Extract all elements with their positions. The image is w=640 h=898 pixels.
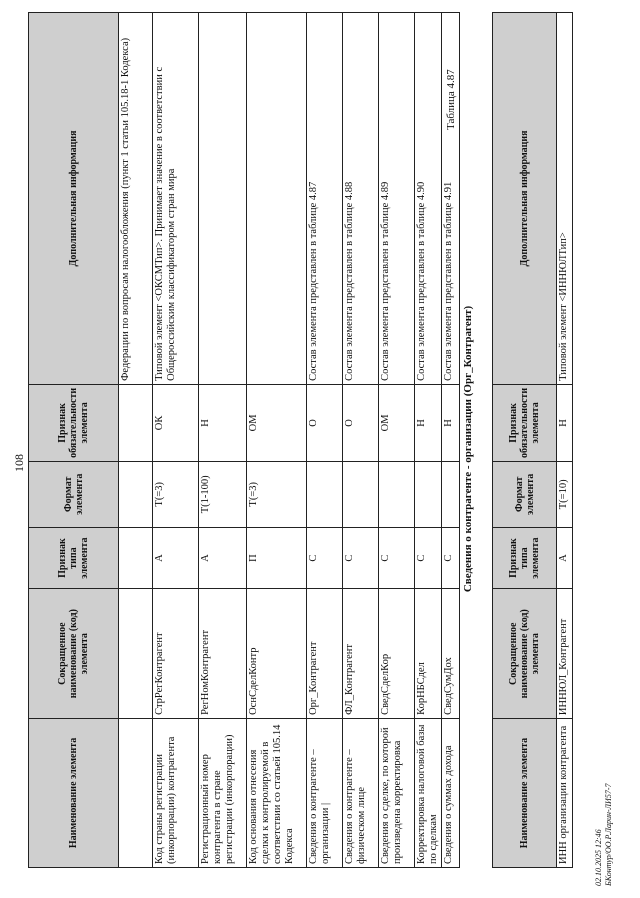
section-title: Сведения о контрагенте - организации (Орг_Контрагент) (462, 305, 474, 593)
cell-info (199, 13, 247, 385)
cell-name: Сведения о контрагенте – организации | (307, 718, 343, 867)
cell-format: Т(=10) (557, 461, 573, 527)
cell-name: Сведения о контрагенте – физическом лице (343, 718, 379, 867)
cell-type: С (343, 527, 379, 589)
cell-name: Сведения о суммах дохода (442, 718, 460, 867)
table-row (415, 13, 442, 868)
table-row (119, 13, 153, 868)
header-element-name: Наименование элемента (493, 719, 557, 868)
cell-format (415, 461, 442, 527)
header-short-code: Сокращенное наименование (код) элемента (493, 589, 557, 719)
cell-type: А (199, 527, 247, 589)
table-number: Таблица 4.87 (445, 69, 457, 130)
cell-format (379, 461, 415, 527)
cell-name: Код основания отнесения сделки к контролируемой в соответствии со статьей 105.14 Кодекса (247, 718, 307, 867)
cell-info: Состав элемента представлен в таблице 4.88 (343, 13, 379, 385)
cell-format: Т(1-100) (199, 461, 247, 527)
cell-name: ИНН организации контрагента (557, 719, 573, 868)
cell-type: А (557, 527, 573, 589)
table-row (307, 13, 343, 868)
cell-mandatory: ОМ (379, 384, 415, 461)
cell-info: Федерации по вопросам налогообложения (пункт 1 статьи 105.18-1 Кодекса) (119, 13, 153, 385)
header-format: Формат элемента (29, 461, 119, 527)
table-row (343, 13, 379, 868)
cell-format: Т(=3) (247, 461, 307, 527)
second-table-header-row (493, 13, 557, 868)
cell-code: СтрРегКонтрагент (153, 589, 199, 718)
cell-mandatory: Н (442, 384, 460, 461)
cell-name: Регистрационный номер контрагента в стране регистрации (инкорпорации) (199, 718, 247, 867)
cell-mandatory: Н (199, 384, 247, 461)
cell-code: ФЛ_Контрагент (343, 589, 379, 718)
table-row (153, 13, 199, 868)
cell-type: А (153, 527, 199, 589)
cell-info: Состав элемента представлен в таблице 4.90 (415, 13, 442, 385)
cell-type (119, 527, 153, 589)
cell-code: СведСделКор (379, 589, 415, 718)
header-additional-info: Дополнительная информация (493, 13, 557, 385)
cell-name: Корректировка налоговой базы по сделкам (415, 718, 442, 867)
stamp-date: 02.10.2025 12:46 (594, 829, 603, 886)
cell-format: Т(=3) (153, 461, 199, 527)
header-type-flag: Признак типа элемента (493, 527, 557, 589)
cell-name: Сведения о сделке, по которой произведена корректировка (379, 718, 415, 867)
cell-info: Состав элемента представлен в таблице 4.89 (379, 13, 415, 385)
cell-mandatory: Н (557, 384, 573, 461)
main-table-header-row (29, 13, 119, 868)
cell-info: Типовой элемент <ИННЮЛТип> (557, 13, 573, 385)
table-row (442, 13, 460, 868)
cell-type: П (247, 527, 307, 589)
stamp-code: БКонтур/ОО.Р.Ларин-ЛИ57-7 (604, 783, 613, 886)
cell-code: СведСумДох (442, 589, 460, 718)
header-mandatory-flag: Признак обязательности элемента (493, 384, 557, 461)
header-format: Формат элемента (493, 461, 557, 527)
cell-format (307, 461, 343, 527)
main-table (28, 12, 460, 868)
cell-type: С (442, 527, 460, 589)
cell-mandatory: О (343, 384, 379, 461)
header-mandatory-flag: Признак обязательности элемента (29, 384, 119, 461)
table-row (557, 13, 573, 868)
cell-info (247, 13, 307, 385)
cell-type: С (307, 527, 343, 589)
cell-format (343, 461, 379, 527)
table-row (247, 13, 307, 868)
cell-mandatory: О (307, 384, 343, 461)
cell-code: ИННЮЛ_Контрагент (557, 589, 573, 719)
cell-code: РегНомКонтрагент (199, 589, 247, 718)
cell-mandatory: ОМ (247, 384, 307, 461)
cell-code: КорНБСдел (415, 589, 442, 718)
cell-info: Типовой элемент <ОКСМТип>. Принимает значение в соответствии с Общероссийским классификатором стран мира (153, 13, 199, 385)
cell-format (442, 461, 460, 527)
header-type-flag: Признак типа элемента (29, 527, 119, 589)
cell-info: Состав элемента представлен в таблице 4.87 (307, 13, 343, 385)
counterparty-org-table (492, 12, 573, 868)
cell-format (119, 461, 153, 527)
cell-mandatory: Н (415, 384, 442, 461)
cell-type: С (415, 527, 442, 589)
cell-mandatory (119, 384, 153, 461)
header-element-name: Наименование элемента (29, 718, 119, 867)
table-row (379, 13, 415, 868)
cell-code: Орг_Контрагент (307, 589, 343, 718)
cell-code (119, 589, 153, 718)
cell-name: Код страны регистрации (инкорпорации) контрагента (153, 718, 199, 867)
cell-mandatory: ОК (153, 384, 199, 461)
header-short-code: Сокращенное наименование (код) элемента (29, 589, 119, 718)
header-additional-info: Дополнительная информация (29, 13, 119, 385)
page-number: 108 (12, 454, 26, 472)
cell-name (119, 718, 153, 867)
table-row (199, 13, 247, 868)
cell-code: ОснСделКонтр (247, 589, 307, 718)
cell-type: С (379, 527, 415, 589)
cell-info: Состав элемента представлен в таблице 4.91 (442, 13, 460, 385)
